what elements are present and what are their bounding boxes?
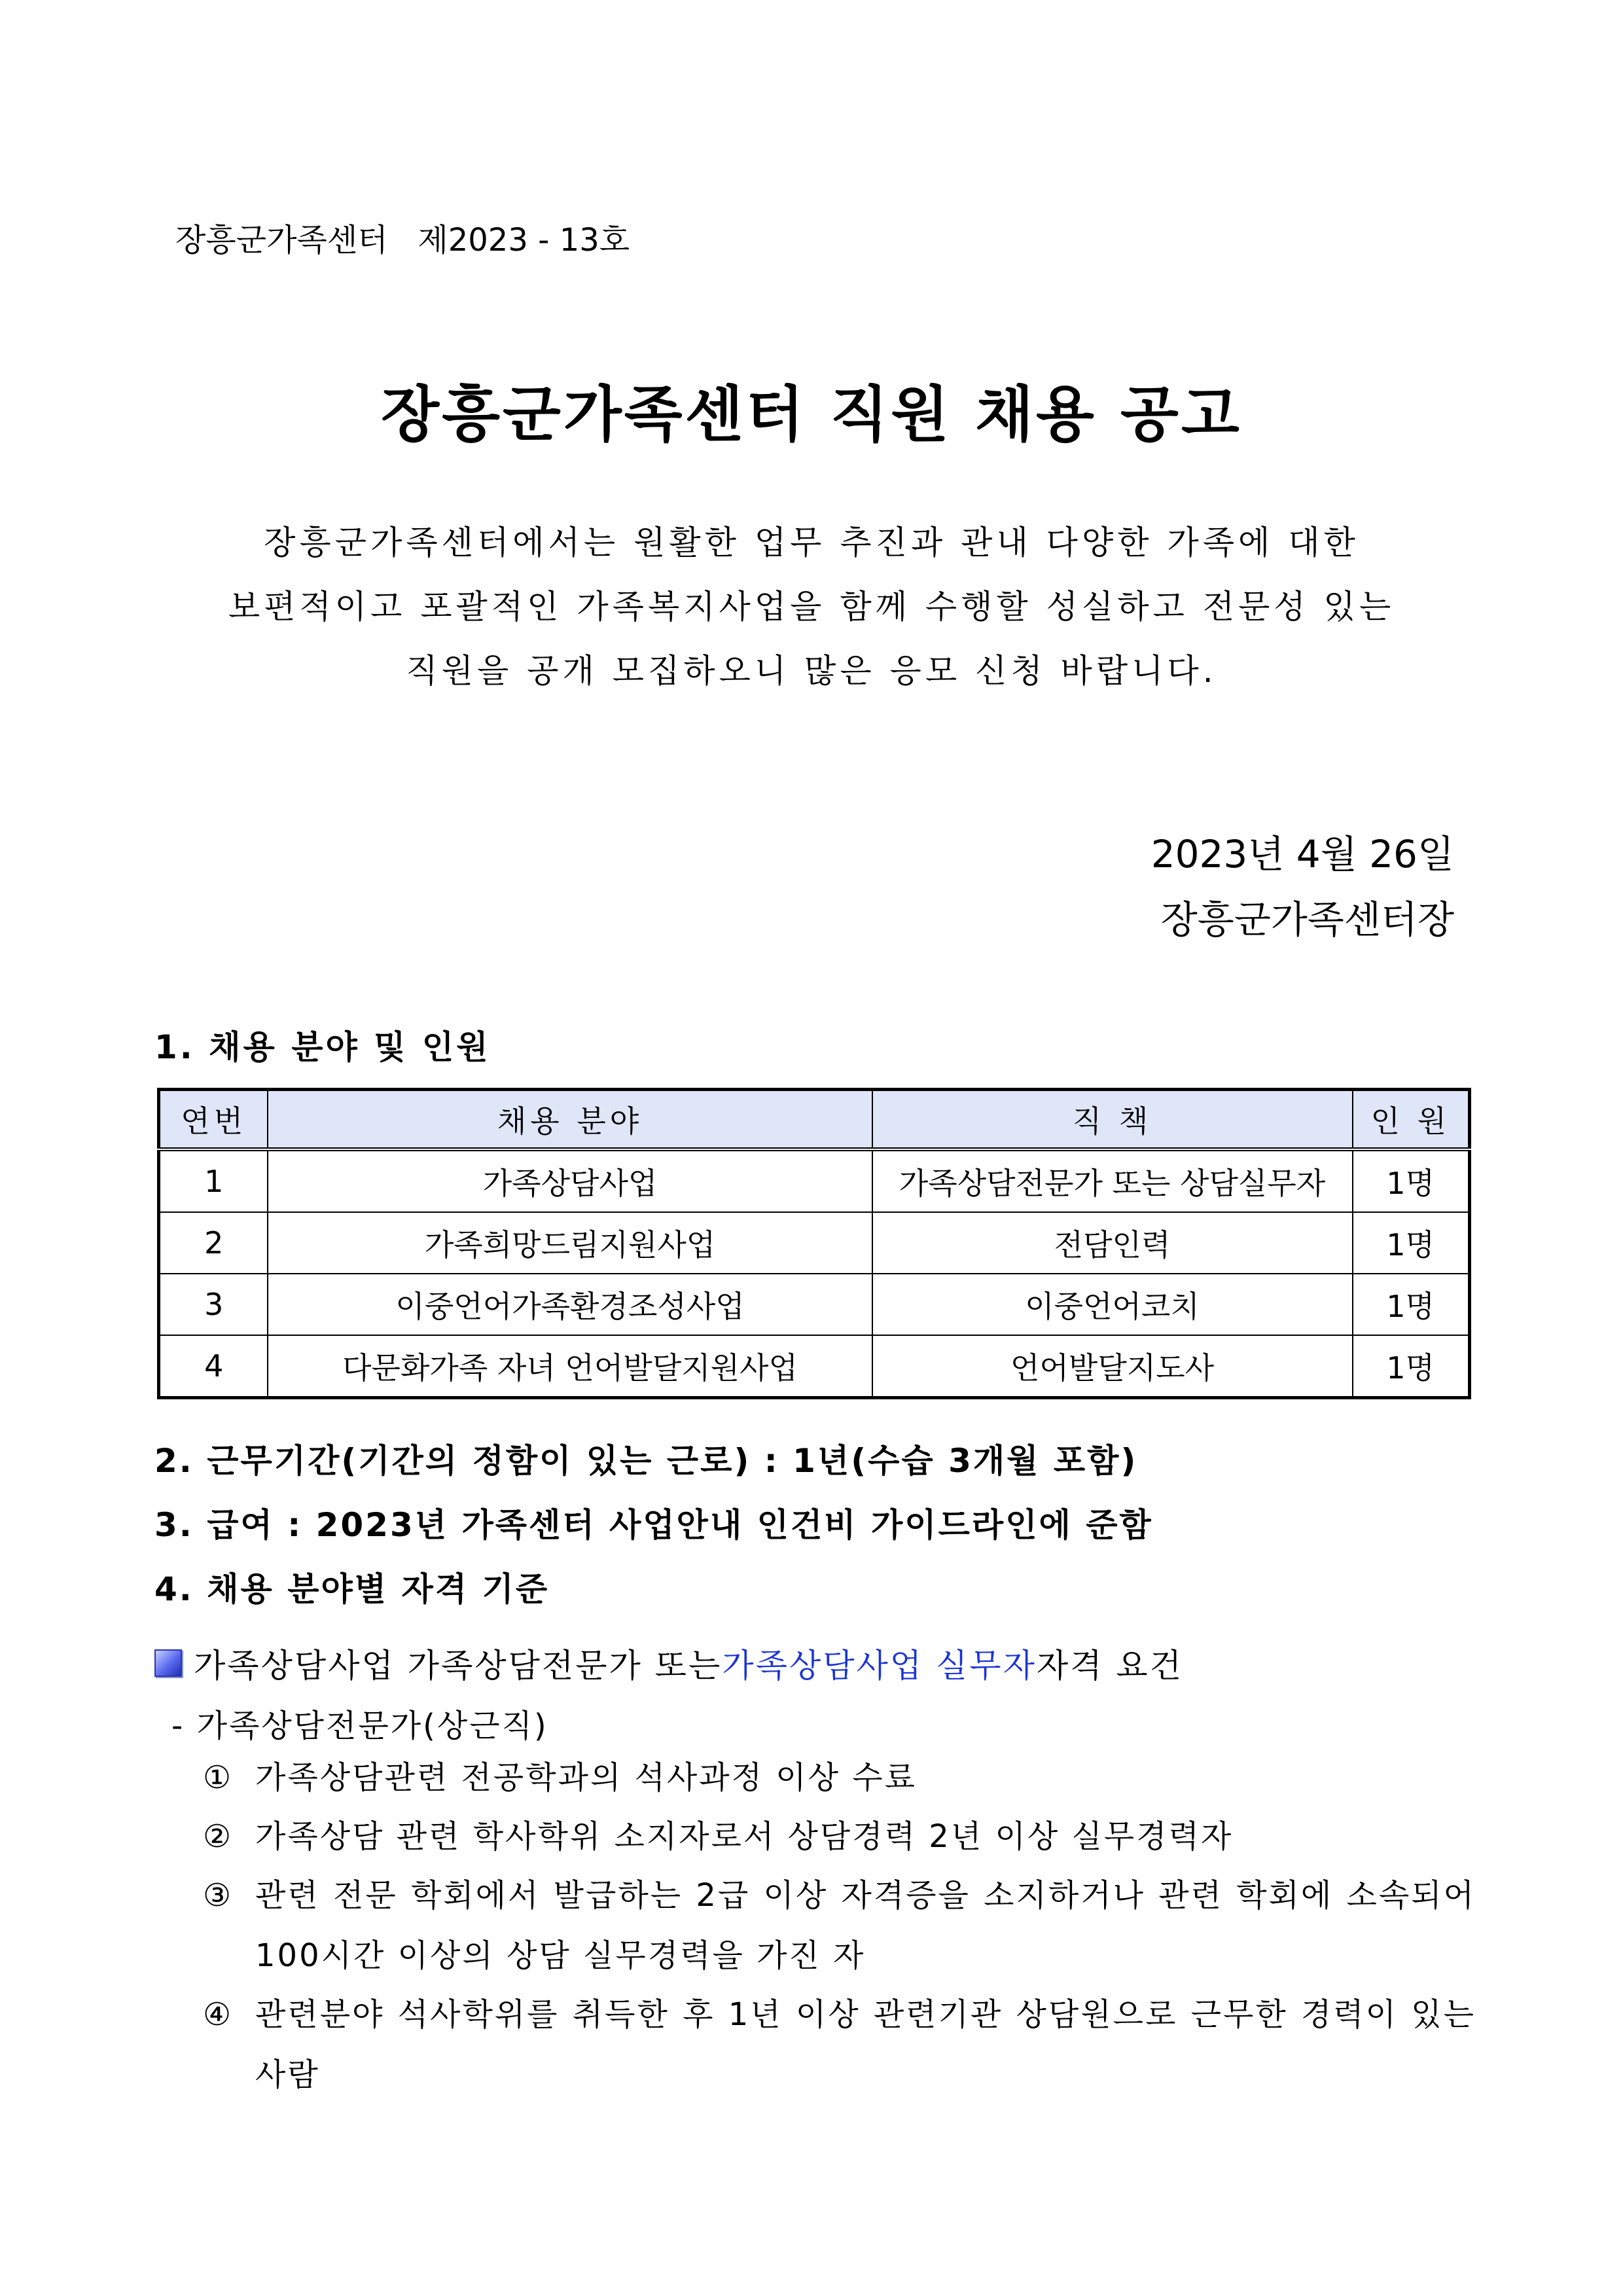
- table-cell: 언어발달지도사: [872, 1335, 1353, 1398]
- page-title: 장흥군가족센터 직원 채용 공고: [381, 380, 1242, 450]
- column-header: 인 원: [1353, 1090, 1470, 1150]
- table-row: [159, 1212, 1470, 1274]
- table-cell: 1명: [1353, 1274, 1470, 1335]
- table-cell: 전담인력: [872, 1212, 1353, 1274]
- table-cell: 가족희망드림지원사업: [268, 1212, 872, 1274]
- item-text: 가족상담관련 전공학과의 석사과정 이상 수료: [255, 1759, 918, 1796]
- intro-line: 직원을 공개 모집하오니 많은 응모 신청 바랍니다.: [406, 652, 1217, 690]
- item-text: 가족상담 관련 학사학위 소지자로서 상담경력 2년 이상 실무경력자: [255, 1818, 1234, 1855]
- column-header: 채용 분야: [268, 1090, 872, 1150]
- item-number: ③: [203, 1877, 234, 1914]
- table-cell: 1명: [1353, 1149, 1470, 1212]
- table-header-row: [159, 1090, 1470, 1150]
- table-cell: 1: [159, 1149, 268, 1212]
- table-cell: 4: [159, 1335, 268, 1398]
- issuer-block: [1151, 821, 1454, 952]
- intro-line: 장흥군가족센터에서는 원활한 업무 추진과 관내 다양한 가족에 대한: [264, 524, 1359, 562]
- qualification-title-part: 자격 요건: [1036, 1647, 1183, 1685]
- list-item: [203, 1748, 1476, 1808]
- column-header: 직 책: [872, 1090, 1353, 1150]
- item-number: ④: [203, 1996, 234, 2033]
- table-cell: 1명: [1353, 1212, 1470, 1274]
- issue-date: 2023년 4월 26일: [1150, 832, 1454, 876]
- item-text: 관련분야 석사학위를 취득한 후 1년 이상 관련기관 상담원으로 근무한 경력이 있는 사람: [255, 1996, 1476, 2093]
- square-bullet-icon: [154, 1649, 182, 1677]
- sub-heading: - 가족상담전문가(상근직): [171, 1708, 548, 1744]
- table-row: [159, 1149, 1470, 1212]
- table-cell: 다문화가족 자녀 언어발달지원사업: [268, 1335, 872, 1398]
- recruitment-table: [157, 1088, 1471, 1399]
- item-number: ②: [203, 1818, 234, 1855]
- section-2-work-period: 2. 근무기간(기간의 정함이 있는 근로) : 1년(수습 3개월 포함): [154, 1442, 1138, 1480]
- list-item: [203, 1984, 1476, 2105]
- item-number: ①: [203, 1759, 234, 1796]
- list-item: [203, 1806, 1476, 1867]
- item-text: 관련 전문 학회에서 발급하는 2급 이상 자격증을 소지하거나 관련 학회에 소속되어 100시간 이상의 상담 실무경력을 가진 자: [255, 1877, 1476, 1974]
- issuer-name: 장흥군가족센터장: [1160, 897, 1454, 942]
- table-cell: 2: [159, 1212, 268, 1274]
- section-4-heading: 4. 채용 분야별 자격 기준: [154, 1570, 550, 1608]
- column-header: 연번: [159, 1090, 268, 1150]
- table-row: [159, 1274, 1470, 1335]
- list-item: [203, 1865, 1476, 1986]
- qualification-title-part: 가족상담사업 가족상담전문가 또는: [194, 1647, 722, 1685]
- document-number: 장흥군가족센터 제2023 - 13호: [175, 222, 630, 259]
- intro-line: 보편적이고 포괄적인 가족복지사업을 함께 수행할 성실하고 전문성 있는: [228, 588, 1395, 626]
- table-cell: 이중언어코치: [872, 1274, 1353, 1335]
- table-row: [159, 1335, 1470, 1398]
- section-3-salary: 3. 급여 : 2023년 가족센터 사업안내 인건비 가이드라인에 준함: [154, 1506, 1153, 1544]
- qualification-title: [154, 1640, 1183, 1687]
- intro-paragraph: [157, 511, 1466, 703]
- qualification-title-highlight: 가족상담사업 실무자: [722, 1647, 1037, 1685]
- table-cell: 3: [159, 1274, 268, 1335]
- table-cell: 1명: [1353, 1335, 1470, 1398]
- section-1-heading: 1. 채용 분야 및 인원: [154, 1028, 491, 1066]
- table-cell: 이중언어가족환경조성사업: [268, 1274, 872, 1335]
- table-cell: 가족상담사업: [268, 1149, 872, 1212]
- table-cell: 가족상담전문가 또는 상담실무자: [872, 1149, 1353, 1212]
